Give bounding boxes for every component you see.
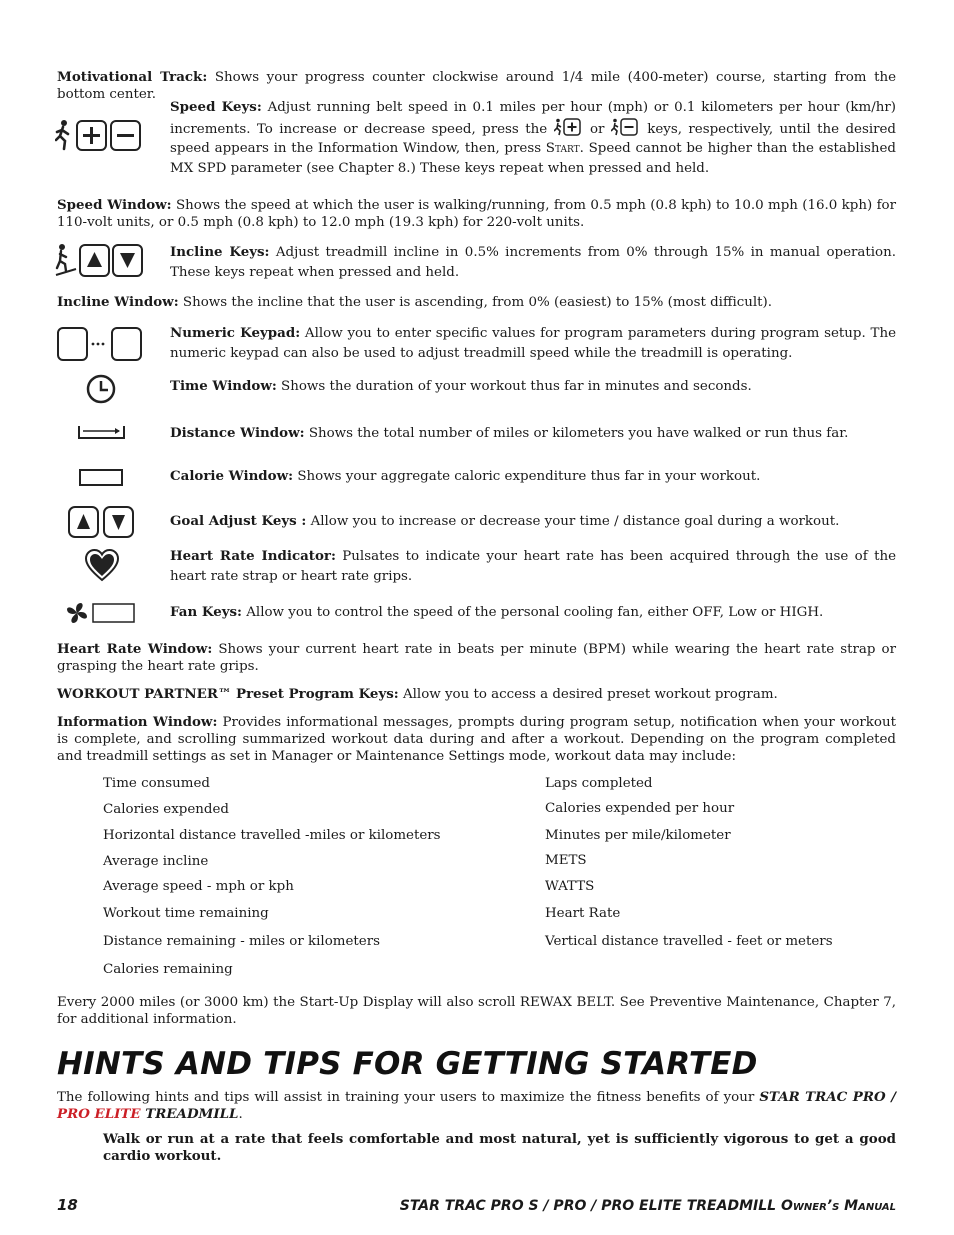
section-heading: HINTS AND TIPS FOR GETTING STARTED: [57, 1046, 758, 1082]
intro-brand-1: STAR TRAC PRO /: [759, 1089, 896, 1105]
list-item: Horizontal distance travelled -miles or kilometers: [103, 828, 441, 843]
workout-partner-label: WORKOUT PARTNER™ Preset Program Keys:: [57, 686, 399, 702]
numeric-keypad-text: Allow you to enter specific values for program parameters during program setup. The numeric keypad can also be used to adjust treadmill speed while the treadmill is operating.: [170, 326, 896, 361]
heart-icon: [85, 549, 119, 583]
page-number: 18: [57, 1196, 78, 1214]
list-item: Average incline: [103, 854, 209, 869]
list-item: Distance remaining - miles or kilometers: [103, 934, 380, 949]
goal-adjust-para: [170, 512, 896, 532]
time-window-label: Time Window:: [170, 378, 277, 394]
intro-end: .: [238, 1107, 243, 1122]
calorie-icon: [79, 469, 123, 486]
time-window-text: Shows the duration of your workout thus far in minutes and seconds.: [276, 379, 752, 394]
distance-window-label: Distance Window:: [170, 425, 305, 441]
calorie-window-label: Calorie Window:: [170, 468, 294, 484]
workout-partner-para: [57, 686, 896, 703]
calorie-window-text: Shows your aggregate caloric expenditure thus far in your workout.: [293, 469, 761, 484]
incline-person-icon: [56, 244, 76, 275]
heart-indicator-text: Pulsates to indicate your heart rate has been acquired through the use of the heart rate strap or heart rate grips.: [170, 549, 896, 584]
incline-keys-icon: [55, 242, 147, 278]
list-item: Calories expended: [103, 802, 229, 817]
list-item: Heart Rate: [545, 906, 621, 921]
distance-window-text: Shows the total number of miles or kilometers you have walked or run thus far.: [304, 426, 849, 441]
fan-keys-label: Fan Keys:: [170, 604, 242, 620]
list-item: Calories remaining: [103, 962, 233, 977]
workout-data-list-left: [103, 775, 441, 987]
motivational-track-label: Motivational Track:: [57, 69, 208, 85]
clock-icon: [85, 373, 117, 405]
incline-window-para: [57, 294, 896, 311]
keypad-icon: [56, 326, 146, 362]
list-item: Workout time remaining: [103, 906, 269, 921]
speed-keys-text3: . Speed cannot be higher than the established MX SPD parameter (see Chapter 8.) These keys repeat when pressed and held.: [170, 141, 896, 176]
distance-window-para: [170, 424, 896, 444]
calorie-window-para: [170, 467, 896, 487]
footer-title-main: STAR TRAC PRO S / PRO / PRO ELITE TREADMILL: [399, 1198, 781, 1214]
list-item: Laps completed: [545, 776, 653, 791]
speed-keys-para: [170, 98, 896, 178]
list-item: Minutes per mile/kilometer: [545, 828, 731, 843]
speed-window-label: Speed Window:: [57, 197, 172, 213]
goal-adjust-label: Goal Adjust Keys :: [170, 513, 307, 529]
info-window-text: Provides informational messages, prompts during program setup, notification when your workout is complete, and scrolling summarized workout data during and after a workout. Depending on the program completed and treadmill settings as set in Manager or Maintenance Settings mode, workout data may include:: [57, 715, 896, 764]
speed-window-para: [57, 197, 896, 231]
fan-keys-para: [170, 603, 896, 623]
workout-data-list-right: [545, 775, 833, 959]
speed-keys-or: or: [583, 121, 611, 137]
speed-minus-inline-icon: [611, 118, 641, 136]
intro-para: [57, 1089, 896, 1123]
incline-keys-text: Adjust treadmill incline in 0.5% increments from 0% through 15% in manual operation. These keys repeat when pressed and held.: [170, 245, 897, 280]
intro-text: The following hints and tips will assist in training your users to maximize the fitness benefits of your: [57, 1090, 760, 1105]
tip-1: Walk or run at a rate that feels comfortable and most natural, yet is sufficiently vigorous to get a good cardio workout.: [103, 1131, 896, 1164]
intro-brand-2: PRO ELITE: [57, 1106, 141, 1122]
info-window-label: Information Window:: [57, 714, 218, 730]
list-item: Time consumed: [103, 776, 210, 791]
speed-plus-inline-icon: [554, 118, 584, 136]
workout-partner-text: Allow you to access a desired preset workout program.: [398, 687, 778, 702]
heart-indicator-para: [170, 547, 896, 586]
list-item: Vertical distance travelled - feet or meters: [545, 934, 833, 949]
speed-keys-text2: keys, respectively, until the desired speed appears in the Information Window, then, press: [170, 121, 896, 157]
intro-brand-3: TREADMILL: [140, 1106, 239, 1122]
heart-indicator-label: Heart Rate Indicator:: [170, 548, 336, 564]
info-window-para: [57, 714, 896, 765]
incline-window-label: Incline Window:: [57, 294, 179, 310]
goal-adjust-icon: [67, 505, 139, 539]
list-item: Calories expended per hour: [545, 801, 735, 816]
fan-icon: [66, 601, 138, 625]
footer-title: [400, 1198, 896, 1214]
rewax-para: Every 2000 miles (or 3000 km) the Start-Up Display will also scroll REWAX BELT. See Preventive Maintenance, Chapter 7, for additional information.: [57, 995, 896, 1027]
fan-keys-text: Allow you to control the speed of the personal cooling fan, either OFF, Low or HIGH.: [241, 605, 824, 620]
speed-keys-icon: [55, 118, 145, 152]
numeric-keypad-label: Numeric Keypad:: [170, 325, 301, 341]
footer-title-suffix: Owner’s Manual: [780, 1198, 896, 1214]
runner-icon: [56, 120, 68, 149]
heart-window-text: Shows your current heart rate in beats per minute (BPM) while wearing the heart rate strap or grasping the heart rate grips.: [57, 642, 897, 674]
incline-keys-label: Incline Keys:: [170, 244, 270, 260]
list-item: METS: [545, 853, 587, 868]
distance-icon: [77, 423, 127, 441]
speed-keys-text1: Adjust running belt speed in 0.1 miles per hour (mph) or 0.1 kilometers per hour (km/hr) increments. To increase or decrease speed, press the: [170, 100, 896, 137]
heart-window-label: Heart Rate Window:: [57, 641, 213, 657]
start-key-name: Start: [545, 141, 580, 157]
heart-window-para: [57, 641, 896, 675]
goal-adjust-text: Allow you to increase or decrease your time / distance goal during a workout.: [306, 514, 840, 529]
list-item: Average speed - mph or kph: [103, 879, 294, 894]
speed-window-text: Shows the speed at which the user is walking/running, from 0.5 mph (0.8 kph) to 10.0 mph (16.0 kph) for 110-volt units, or 0.5 mph (0.8 kph) to 12.0 mph (19.3 kph) for 220-volt units.: [57, 198, 896, 230]
motivational-track-text: Shows your progress counter clockwise around 1/4 mile (400-meter) course, starting from the bottom center.: [57, 70, 896, 102]
incline-keys-para: [170, 243, 896, 282]
list-item: WATTS: [545, 879, 595, 894]
numeric-keypad-para: [170, 324, 896, 363]
speed-keys-label: Speed Keys:: [170, 99, 262, 115]
incline-window-text: Shows the incline that the user is ascending, from 0% (easiest) to 15% (most difficult).: [178, 295, 773, 310]
time-window-para: [170, 377, 896, 397]
